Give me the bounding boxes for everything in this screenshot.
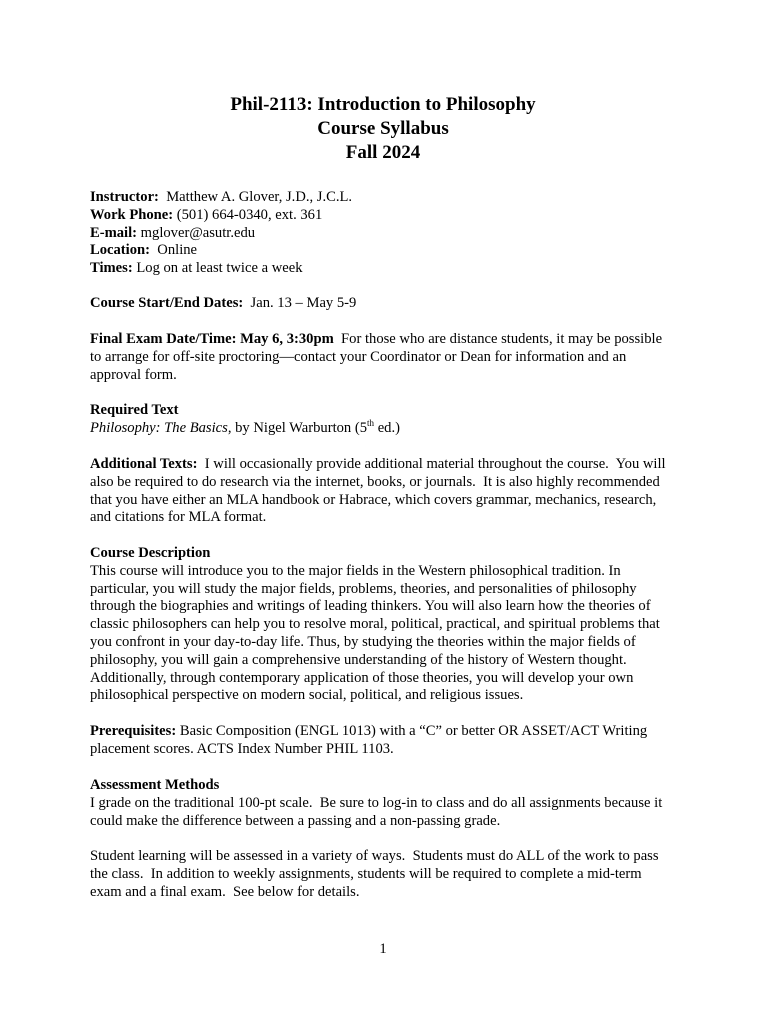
additional-texts-label: Additional Texts: bbox=[90, 456, 198, 472]
document-type: Course Syllabus bbox=[317, 118, 449, 139]
assessment-para-1: I grade on the traditional 100-pt scale. Be sure to log-in to class and do all assignments because it could make the difference between a passing and a non-passing grade. bbox=[90, 794, 666, 829]
book-title: Philosophy: The Basics bbox=[90, 419, 228, 436]
instructor-value: Matthew A. Glover, J.D., J.C.L. bbox=[158, 189, 353, 205]
location-value: Online bbox=[150, 242, 198, 259]
required-text-citation bbox=[90, 417, 676, 438]
additional-texts-body: I will occasionally provide additional material throughout the course. You will also be required to do research via the internet, books, or journals. It is also highly recommended that you have either an MLA handbook or Habrace, which covers grammar, mechanics, research, and citations for MLA format. bbox=[90, 456, 670, 526]
dates-label: Course Start/End Dates: bbox=[90, 295, 244, 311]
prerequisites-body: Basic Composition (ENGL 1013) with a “C” or better OR ASSET/ACT Writing placement scores. ACTS Index Number PHIL 1103. bbox=[90, 723, 651, 757]
dates-value: Jan. 13 – May 5-9 bbox=[243, 295, 357, 311]
location-line bbox=[90, 242, 676, 260]
document-title bbox=[90, 93, 676, 165]
additional-texts-section bbox=[90, 456, 676, 527]
course-description-body: This course will introduce you to the major fields in the Western philosophical tradition. In particular, you will study the major fields, problems, theories, and personalities of philosophy through the biographies and writings of leading thinkers. You will also learn how the theories of classic philosophers can help you to resolve moral, political, practical, and spiritual problems that you confront in your day-to-day life. Thus, by studying the theories within the major fields of philosophy, you will gain a comprehensive understanding of the history of Western thought. Additionally, through contemporary application of those theories, you will develop your own philosophical perspective on modern social, political, and religious issues. bbox=[90, 562, 660, 704]
prerequisites-section bbox=[90, 723, 676, 759]
edition-superscript: th bbox=[367, 417, 375, 428]
phone-line bbox=[90, 207, 676, 225]
phone-value: (501) 664-0340, ext. 361 bbox=[173, 206, 323, 223]
assessment-section bbox=[90, 777, 676, 830]
email-value: mglover@asutr.edu bbox=[137, 224, 256, 241]
email-line bbox=[90, 225, 676, 243]
course-dates bbox=[90, 295, 676, 313]
instructor-label: Instructor: bbox=[90, 189, 159, 205]
times-label: Times: bbox=[90, 260, 133, 277]
page-number: 1 bbox=[379, 941, 387, 957]
edition-end: ed.) bbox=[374, 419, 400, 436]
course-title: Phil-2113: Introduction to Philosophy bbox=[230, 94, 536, 115]
final-exam-label: Final Exam Date/Time: May 6, 3:30pm bbox=[90, 331, 334, 347]
instructor-info bbox=[90, 189, 676, 278]
required-text-heading: Required Text bbox=[90, 402, 179, 418]
instructor-line bbox=[90, 189, 676, 207]
assessment-para-2-block bbox=[90, 848, 676, 901]
location-label: Location: bbox=[90, 242, 150, 259]
assessment-para-2: Student learning will be assessed in a variety of ways. Students must do ALL of the work to pass the class. In addition to weekly assignments, students will be required to complete a mid-term exam and a final exam. See below for details. bbox=[90, 848, 663, 900]
prerequisites-label: Prerequisites: bbox=[90, 723, 177, 739]
times-value: Log on at least twice a week bbox=[132, 260, 303, 277]
phone-label: Work Phone: bbox=[90, 206, 174, 223]
assessment-heading: Assessment Methods bbox=[90, 777, 220, 793]
course-description-section bbox=[90, 545, 676, 705]
course-description-heading: Course Description bbox=[90, 545, 211, 561]
final-exam-section bbox=[90, 331, 676, 384]
term: Fall 2024 bbox=[345, 142, 421, 163]
required-text-section bbox=[90, 402, 676, 438]
email-label: E-mail: bbox=[90, 224, 138, 241]
times-line bbox=[90, 260, 676, 278]
final-exam-text: For those who are distance students, it may be possible to arrange for off-site proctoring—contact your Coordinator or Dean for information and an approval form. bbox=[90, 331, 666, 383]
book-author: , by Nigel Warburton (5 bbox=[227, 419, 368, 436]
